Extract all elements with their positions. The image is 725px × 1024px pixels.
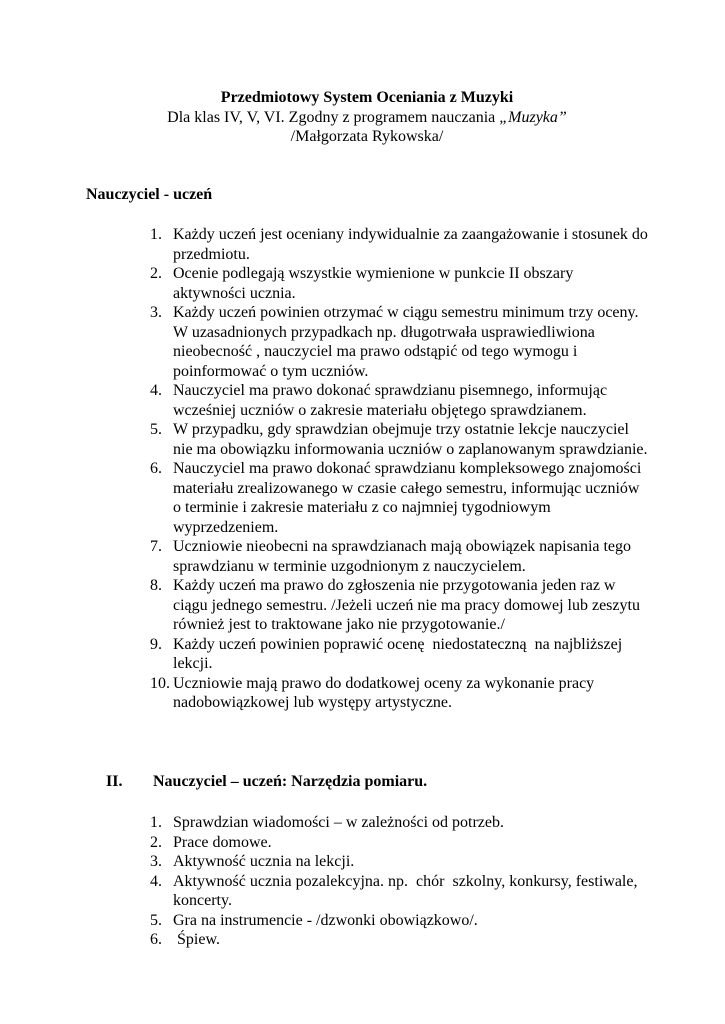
- item-number: 5.: [150, 421, 162, 438]
- list-item: [150, 911, 650, 931]
- item-text: Nauczyciel ma prawo dokonać sprawdzianu kompleksowego znajomości materiału zrealizowanego w czasie całego semestru, informując uczniów o terminie i zakresie materiału z co najmniej tygodniowym wyprzedzeniem.: [173, 460, 642, 536]
- item-number: 7.: [150, 538, 162, 555]
- item-number: 1.: [150, 226, 162, 243]
- list-item: [150, 420, 650, 459]
- item-text: Uczniowie mają prawo do dodatkowej oceny za wykonanie pracy nadobowiązkowej lub występy artystyczne.: [173, 674, 595, 711]
- item-text: Każdy uczeń powinien otrzymać w ciągu semestru minimum trzy oceny. W uzasadnionych przypadkach np. długotrwała usprawiedliwiona nieobecność , nauczyciel ma prawo odstąpić od tego wymogu i poinformować o tym uczniów.: [173, 304, 639, 380]
- list-item: [150, 576, 650, 635]
- item-number: 1.: [150, 814, 162, 831]
- item-text: W przypadku, gdy sprawdzian obejmuje trzy ostatnie lekcje nauczyciel nie ma obowiązku informowania uczniów o zaplanowanym sprawdzianie.: [173, 421, 648, 458]
- item-number: 6.: [150, 460, 162, 477]
- item-text: Aktywność ucznia na lekcji.: [173, 853, 355, 870]
- section-2-list: [150, 813, 650, 950]
- list-item: [150, 225, 650, 264]
- section-1-heading: Nauczyciel - uczeń: [86, 186, 213, 203]
- item-number: 10.: [150, 674, 170, 692]
- item-number: 5.: [150, 911, 162, 929]
- item-text: Każdy uczeń ma prawo do zgłoszenia nie przygotowania jeden raz w ciągu jednego semestru. /Jeżeli uczeń nie ma pracy domowej lub zeszytu również jest to traktowane jako nie przygotowanie./: [173, 577, 652, 633]
- program-name: „Muzyka”: [499, 108, 567, 126]
- item-text: Każdy uczeń jest oceniany indywidualnie za zaangażowanie i stosunek do przedmiotu.: [173, 226, 648, 263]
- item-text: Nauczyciel ma prawo dokonać sprawdzianu pisemnego, informując wcześniej uczniów o zakresie materiału objętego sprawdzianem.: [173, 382, 608, 419]
- item-number: 4.: [150, 872, 162, 890]
- item-text: Aktywność ucznia pozalekcyjna. np. chór szkolny, konkursy, festiwale, koncerty.: [173, 872, 642, 909]
- item-number: 4.: [150, 382, 162, 399]
- list-item: [150, 833, 650, 853]
- list-item: [150, 303, 650, 381]
- item-number: 3.: [150, 304, 162, 321]
- list-item: [150, 635, 650, 674]
- item-text: Uczniowie nieobecni na sprawdzianach mają obowiązek napisania tego sprawdzianu w terminie uzgodnionym z nauczycielem.: [173, 538, 632, 575]
- section-1-list: [150, 225, 650, 713]
- list-item: [150, 264, 650, 303]
- list-item: [150, 930, 650, 950]
- document-header: [0, 88, 725, 147]
- subtitle-text: Dla klas IV, V, VI. Zgodny z programem nauczania: [167, 108, 500, 126]
- section-2-number: II.: [106, 773, 123, 790]
- document-author: /Małgorzata Rykowska/: [290, 128, 444, 145]
- item-number: 3.: [150, 853, 162, 870]
- item-text: Ocenie podlegają wszystkie wymienione w punkcie II obszary aktywności ucznia.: [173, 265, 574, 302]
- list-item: [150, 381, 650, 420]
- document-subtitle: [0, 108, 725, 128]
- document-title: Przedmiotowy System Oceniania z Muzyki: [220, 89, 514, 106]
- item-text: Gra na instrumencie - /dzwonki obowiązkowo/.: [173, 911, 478, 929]
- item-text: Każdy uczeń powinien poprawić ocenę niedostateczną na najbliższej lekcji.: [173, 635, 627, 672]
- item-number: 9.: [150, 635, 162, 653]
- item-text: Sprawdzian wiadomości – w zależności od potrzeb.: [173, 814, 505, 831]
- list-item: [150, 813, 650, 833]
- item-number: 2.: [150, 833, 162, 851]
- list-item: [150, 459, 650, 537]
- section-2-heading: Nauczyciel – uczeń: Narzędzia pomiaru.: [153, 773, 428, 790]
- list-item: [150, 537, 650, 576]
- list-item: [150, 852, 650, 872]
- item-number: 6.: [150, 931, 162, 948]
- item-text: Śpiew.: [173, 931, 220, 948]
- item-text: Prace domowe.: [173, 833, 272, 851]
- list-item: [150, 872, 650, 911]
- item-number: 8.: [150, 577, 162, 594]
- item-number: 2.: [150, 265, 162, 282]
- list-item: [150, 674, 650, 713]
